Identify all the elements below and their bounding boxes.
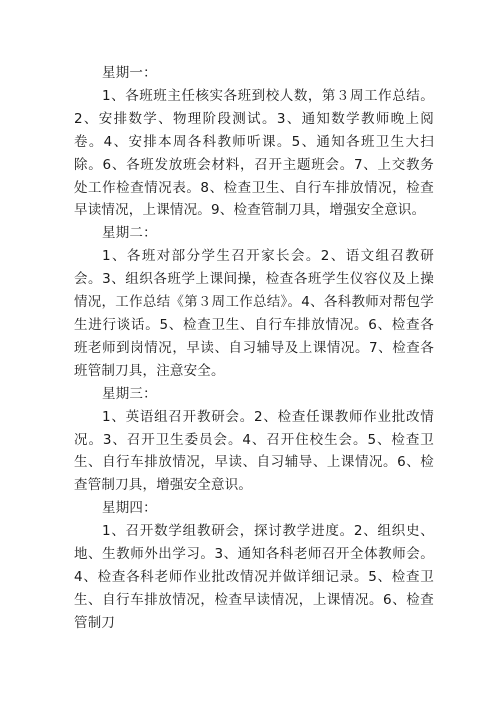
section-body-monday: 1、各班班主任核实各班到校人数，第３周工作总结。2、安排数学、物理阶段测试。3、通知数学教师晚上阅卷。4、安排本周各科教师听课。5、通知各班卫生大扫除。6、各班发放班会材料，召开主题班会。7、上交教务处工作检查情况表。8、检查卫生、自行车排放情况，检查早读情况，上课情况。9、检查管制刀具，增强安全意识。	[74, 87, 434, 219]
section-body-tuesday: 1、各班对部分学生召开家长会。2、语文组召教研会。3、组织各班学上课间操，检查各班学生仪容仪及上操情况，工作总结《第３周工作总结》。4、各科教师对帮包学生进行谈话。5、检查卫生、自行车排放情况。6、检查各班老师到岗情况，早读、自习辅导及上课情况。7、检查各班管制刀具，注意安全。	[74, 248, 434, 379]
document-body	[74, 62, 434, 635]
section-body-thursday: 1、召开数学组教研会，探讨教学进度。2、组织史、地、生教师外出学习。3、通知各科老师召开全体教师会。4、检查各科老师作业批改情况并做详细记录。5、检查卫生、自行车排放情况，检查早读情况，上课情况。6、检查管制刀	[74, 523, 434, 631]
section-heading-monday: 星期一：	[102, 65, 157, 81]
section-heading-wednesday: 星期三：	[102, 385, 157, 402]
section-body-wednesday: 1、英语组召开教研会。2、检查任课教师作业批改情况。3、召开卫生委员会。4、召开住校生会。5、检查卫生、自行车排放情况，早读、自习辅导、上课情况。6、检查管制刀具，增强安全意识。	[74, 408, 434, 494]
section-heading-thursday: 星期四：	[102, 500, 157, 517]
section-heading-tuesday: 星期二：	[102, 225, 157, 242]
